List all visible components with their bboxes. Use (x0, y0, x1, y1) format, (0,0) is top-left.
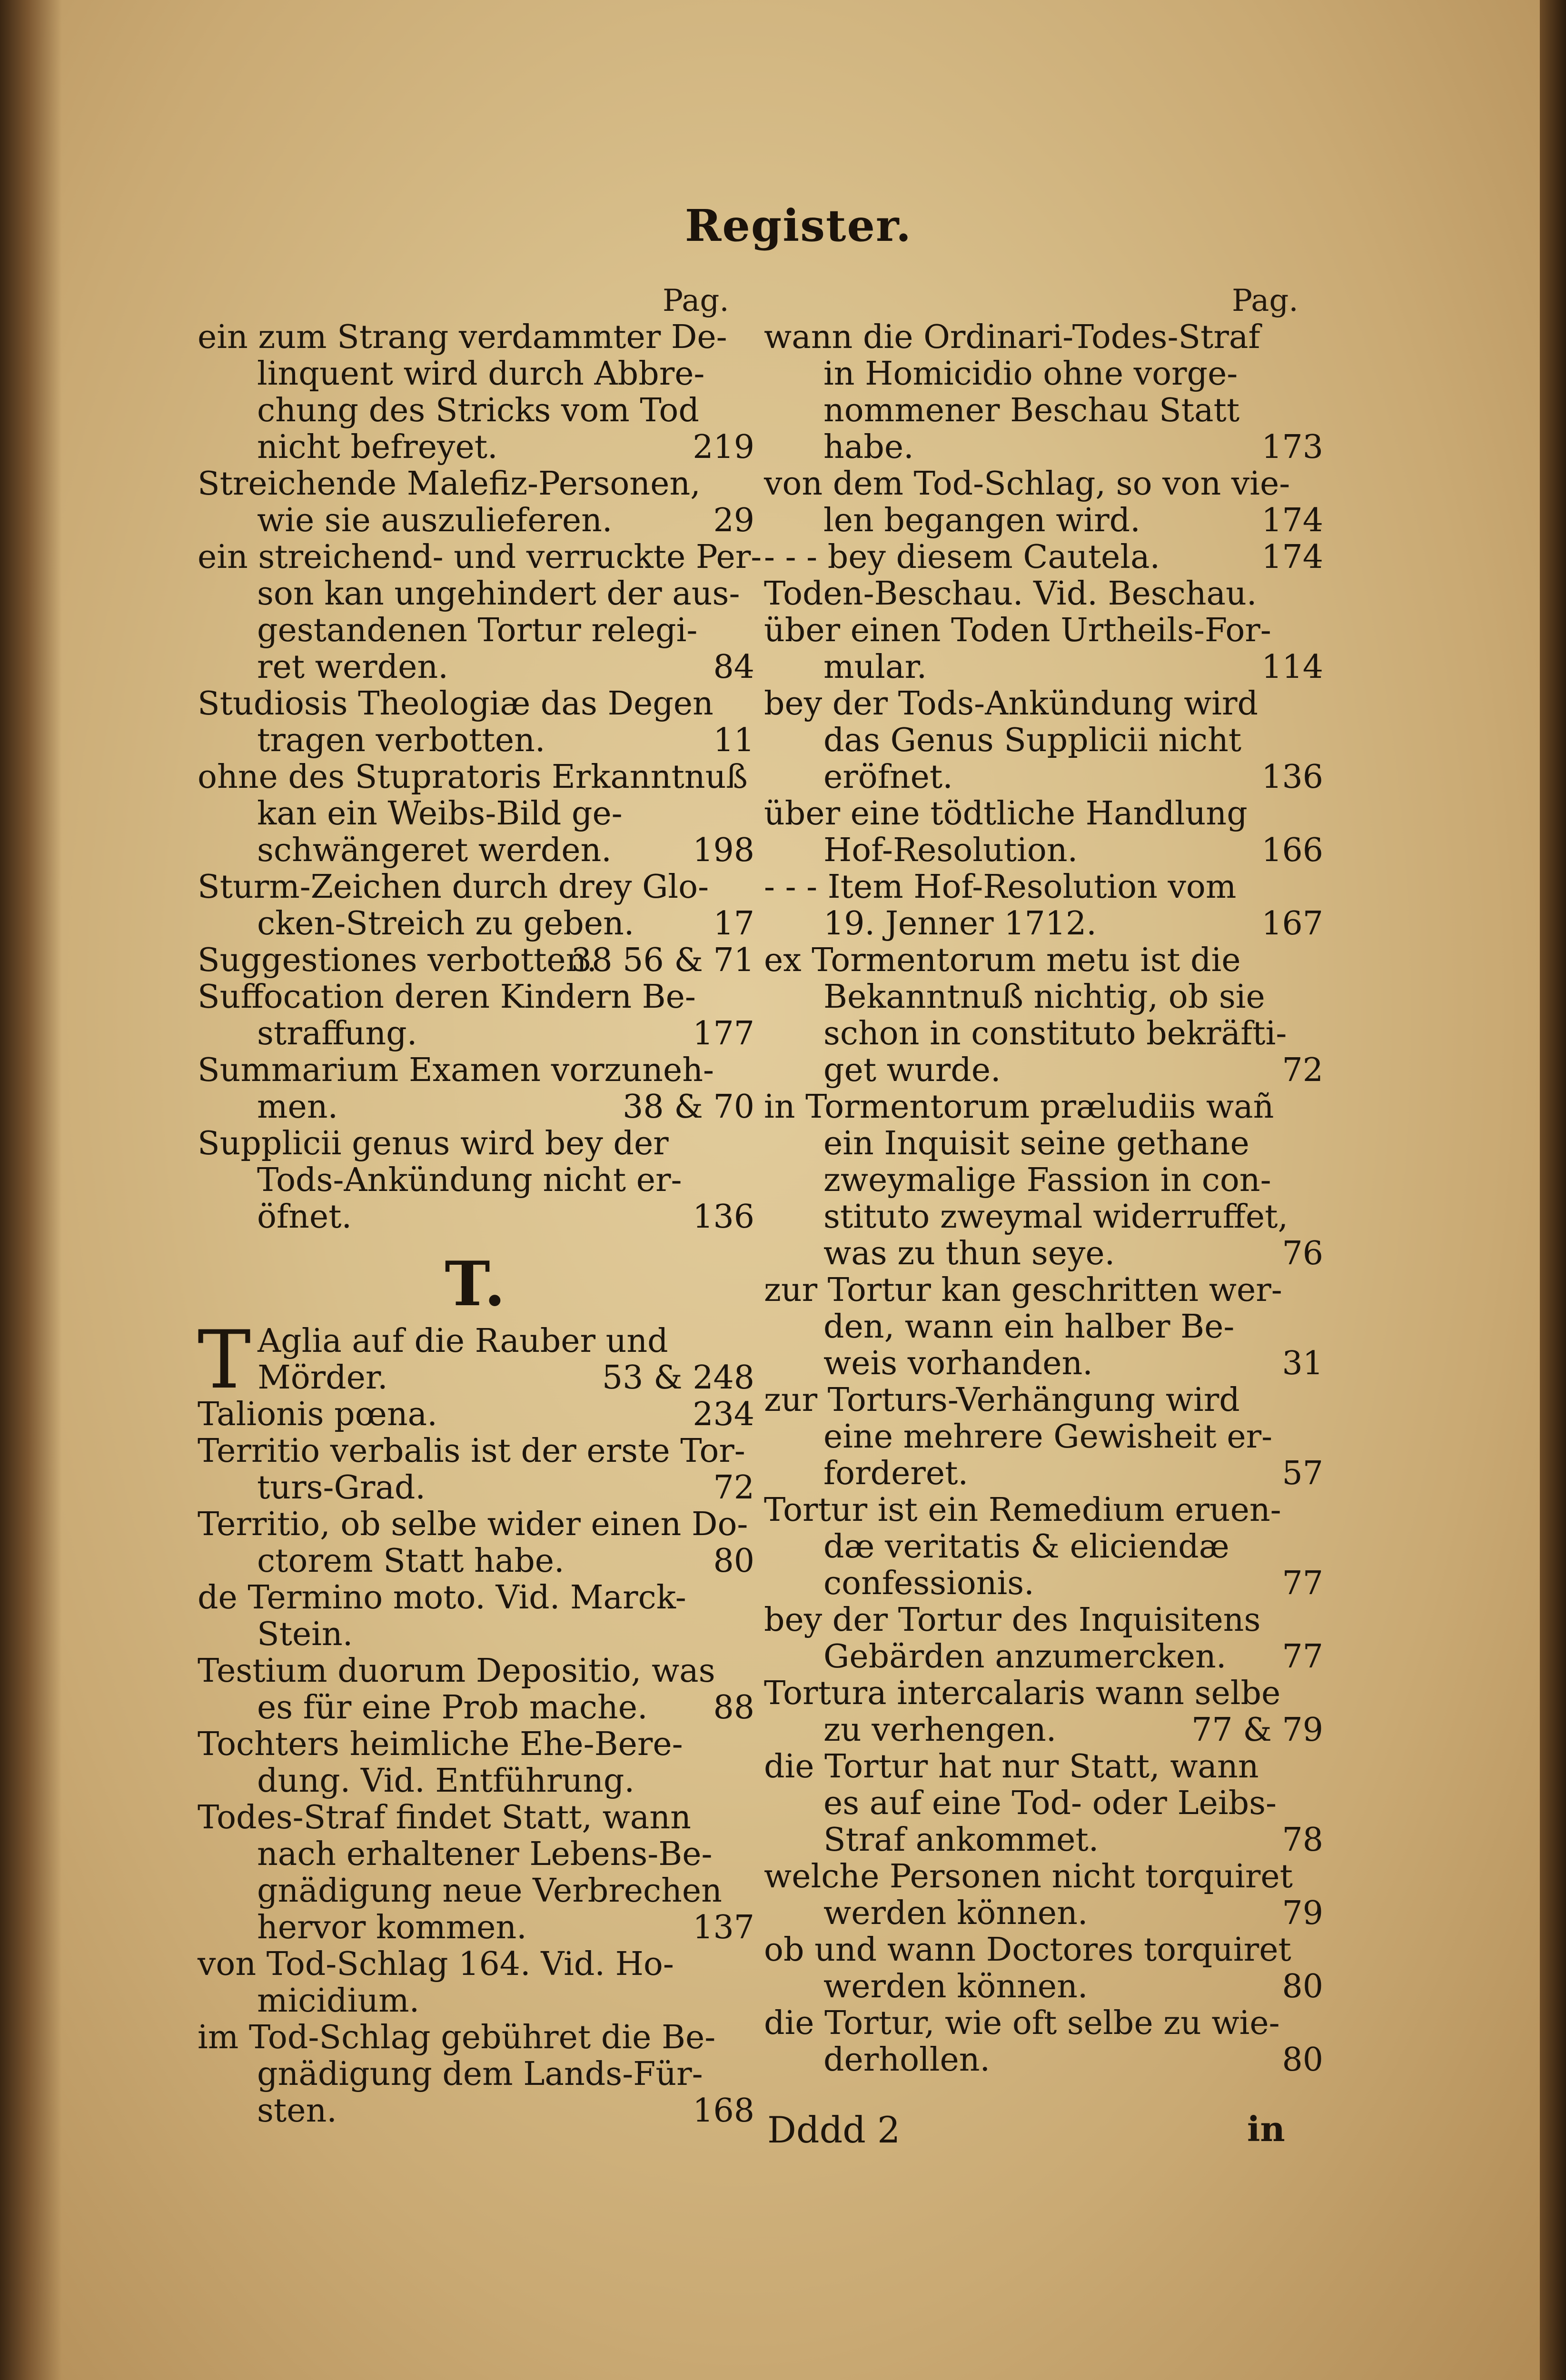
entry-line: ret werden. (257, 648, 448, 686)
index-entry (764, 795, 1323, 869)
entry-line: forderet. (823, 1455, 969, 1492)
signature-mark: Dddd 2 (767, 2109, 901, 2151)
entry-line: turs-Grad. (257, 1469, 426, 1507)
entry-line: Todes-Straf findet Statt, wann (198, 1799, 691, 1836)
entry-line: stituto zweymal widerruffet, (823, 1198, 1288, 1236)
index-entry (764, 1381, 1323, 1492)
page-number: 219 (693, 428, 754, 466)
entry-line: Streichende Malefiz-Personen, (198, 465, 701, 503)
page-number: 114 (1261, 648, 1323, 686)
page-number: 174 (1261, 502, 1323, 539)
page-number: 136 (1261, 758, 1323, 796)
entry-line: zur Torturs-Verhängung wird (764, 1381, 1240, 1419)
entry-line: in Tormentorum præludiis wañ (764, 1088, 1274, 1126)
entry-line: - - - bey diesem Cautela. (764, 538, 1160, 576)
index-entry (198, 1396, 754, 1433)
index-entry (198, 1799, 754, 1946)
entry-line: mular. (823, 648, 927, 686)
index-entry (764, 1088, 1323, 1272)
page-number: 72 (713, 1469, 754, 1507)
entry-line: über eine tödtliche Handlung (764, 795, 1248, 833)
index-entry (764, 538, 1323, 576)
page-number: 166 (1261, 832, 1323, 869)
entry-line: gestandenen Tortur relegi- (257, 612, 698, 649)
entry-line: die Tortur hat nur Statt, wann (764, 1748, 1259, 1785)
entry-line: Suffocation deren Kindern Be- (198, 978, 696, 1016)
entry-line: die Tortur, wie oft selbe zu wie- (764, 2004, 1280, 2042)
page-number: 29 (713, 502, 754, 539)
entry-line: wie sie auszulieferen. (257, 502, 613, 539)
index-entry (764, 318, 1323, 466)
entry-line: eröfnet. (823, 758, 953, 796)
entry-line: Gebärden anzumercken. (823, 1638, 1227, 1676)
index-entry (198, 942, 754, 979)
entry-line: Summarium Examen vorzuneh- (198, 1051, 714, 1089)
entry-line: Straf ankommet. (823, 1821, 1099, 1859)
index-entry (198, 685, 754, 759)
entry-line: micidium. (257, 1982, 420, 2020)
index-entry (764, 1675, 1323, 1749)
entry-line: Territio, ob selbe wider einen Do- (198, 1506, 748, 1543)
page-number: 174 (1261, 538, 1323, 576)
index-entry (198, 319, 754, 466)
page-number: 167 (1261, 905, 1323, 942)
page-number: 78 (1282, 1821, 1323, 1859)
page-number: 88 (713, 1689, 754, 1726)
entry-line: werden können. (823, 1968, 1088, 2005)
entry-line: ein streichend- und verruckte Per- (198, 538, 762, 576)
entry-line: confessionis. (823, 1565, 1034, 1602)
index-entry (764, 465, 1323, 539)
entry-line: den, wann ein halber Be- (823, 1308, 1235, 1346)
entry-line: ein zum Strang verdammter De- (198, 318, 727, 356)
entry-line: eine mehrere Gewisheit er- (823, 1418, 1273, 1456)
index-entry (764, 1271, 1323, 1382)
entry-line: de Termino moto. Vid. Marck- (198, 1579, 686, 1616)
page-number: 177 (693, 1015, 754, 1052)
entry-line: dæ veritatis & eliciendæ (823, 1528, 1229, 1566)
entry-line: Tortur ist ein Remedium eruen- (764, 1491, 1281, 1529)
index-entry (198, 1946, 754, 2019)
index-entry (198, 466, 754, 539)
index-entry (764, 1858, 1323, 1932)
entry-line: gnädigung dem Lands-Für- (257, 2055, 703, 2093)
index-entry (198, 979, 754, 1052)
index-entry (764, 685, 1323, 796)
page-number: 38 56 & 71 (571, 942, 754, 979)
entry-line: kan ein Weibs-Bild ge- (257, 795, 623, 833)
entry-line: von Tod-Schlag 164. Vid. Ho- (198, 1945, 674, 1983)
index-entry (764, 868, 1323, 942)
index-entry (198, 1125, 754, 1235)
pag-label-right: Pag. (1232, 283, 1298, 318)
entry-line: gnädigung neue Verbrechen (257, 1872, 722, 1910)
entry-line: hervor kommen. (257, 1909, 527, 1946)
index-entry (198, 1653, 754, 1726)
index-entry (764, 1601, 1323, 1676)
page-number: 80 (713, 1542, 754, 1580)
entry-line: ctorem Statt habe. (257, 1542, 565, 1580)
entry-line: von dem Tod-Schlag, so von vie- (764, 465, 1290, 503)
page-number: 137 (693, 1909, 754, 1946)
entry-line: Mörder. (258, 1359, 388, 1397)
entry-line: linquent wird durch Abbre- (257, 355, 705, 393)
left-column (198, 318, 762, 2130)
index-entry (764, 1931, 1323, 2005)
entry-line: Stein. (257, 1616, 353, 1653)
entry-line: zur Tortur kan geschritten wer- (764, 1271, 1282, 1309)
entry-line: welche Personen nicht torquiret (764, 1858, 1293, 1895)
page-number: 17 (713, 905, 754, 942)
page-number: 168 (693, 2092, 754, 2130)
index-entry (198, 869, 754, 942)
page-title: Register. (684, 200, 912, 251)
page-number: 57 (1282, 1455, 1323, 1492)
entry-line: tragen verbotten. (257, 722, 545, 759)
page-number: 79 (1282, 1894, 1323, 1932)
left-entry-list-after (198, 1396, 754, 2129)
pag-label-left: Pag. (663, 283, 729, 318)
entry-line: wann die Ordinari-Todes-Straf (764, 318, 1260, 356)
entry-line: habe. (823, 428, 914, 466)
page-gutter (0, 0, 62, 2380)
entry-line: das Genus Supplicii nicht (823, 722, 1242, 759)
entry-line: was zu thun seye. (823, 1235, 1115, 1272)
entry-line: Talionis pœna. (198, 1396, 437, 1433)
entry-line: nach erhaltener Lebens-Be- (257, 1835, 713, 1873)
entry-line: ob und wann Doctores torquiret (764, 1931, 1291, 1969)
entry-line: bey der Tortur des Inquisitens (764, 1601, 1261, 1639)
entry-line: schwängeret werden. (257, 832, 612, 869)
entry-line: ex Tormentorum metu ist die (764, 942, 1241, 979)
index-entry (198, 1052, 754, 1125)
page-number: 53 & 248 (602, 1359, 754, 1397)
entry-line: zweymalige Fassion in con- (823, 1161, 1271, 1199)
entry-line: ein Inquisit seine gethane (823, 1125, 1249, 1162)
entry-line: es auf eine Tod- oder Leibs- (823, 1785, 1277, 1822)
page-number: 77 (1282, 1565, 1323, 1602)
entry-line: Tortura intercalaris wann selbe (764, 1675, 1281, 1712)
entry-line: Territio verbalis ist der erste Tor- (198, 1432, 745, 1470)
page-number: 80 (1282, 2041, 1323, 2079)
entry-line: Toden-Beschau. Vid. Beschau. (764, 575, 1257, 613)
page-number: 136 (693, 1198, 754, 1236)
entry-line: Aglia auf die Rauber und (258, 1322, 668, 1360)
entry-line: in Homicidio ohne vorge- (823, 355, 1238, 393)
index-entry (764, 2004, 1323, 2079)
entry-line: im Tod-Schlag gebühret die Be- (198, 2019, 716, 2056)
index-entry (198, 1433, 754, 1506)
section-heading: T. (445, 1249, 507, 1320)
entry-line: - - - Item Hof-Resolution vom (764, 868, 1237, 906)
entry-line: nommener Beschau Statt (823, 392, 1240, 429)
entry-line: 19. Jenner 1712. (823, 905, 1097, 942)
page-number: 76 (1282, 1235, 1323, 1272)
page-number: 234 (693, 1396, 754, 1433)
entry-line: Bekanntnuß nichtig, ob sie (823, 978, 1265, 1016)
entry-line: über einen Toden Urtheils-For- (764, 612, 1271, 649)
index-entry (198, 2019, 754, 2129)
page-number: 11 (713, 722, 754, 759)
entry-line: Supplicii genus wird bey der (198, 1125, 669, 1162)
entry-line: nicht befreyet. (257, 428, 498, 466)
entry-line: Suggestiones verbotten. (198, 942, 597, 979)
dropcap-entry (198, 1313, 754, 1407)
entry-line: Testium duorum Depositio, was (198, 1652, 715, 1690)
entry-line: weis vorhanden. (823, 1345, 1093, 1382)
entry-line: werden können. (823, 1894, 1088, 1932)
index-entry (764, 1491, 1323, 1602)
entry-line: chung des Stricks vom Tod (257, 392, 699, 429)
index-entry (764, 1748, 1323, 1859)
entry-line: sten. (257, 2092, 337, 2130)
index-entry (198, 759, 754, 869)
entry-line: Studiosis Theologiæ das Degen (198, 685, 714, 723)
page-edge (1540, 0, 1566, 2380)
index-entry (198, 538, 762, 686)
entry-line: Sturm-Zeichen durch drey Glo- (198, 868, 709, 906)
entry-line: men. (257, 1088, 338, 1126)
index-entry (764, 612, 1323, 686)
entry-line: bey der Tods-Ankündung wird (764, 685, 1259, 723)
catchword: in (1247, 2109, 1285, 2149)
page-number: 173 (1261, 428, 1323, 466)
page-number: 72 (1282, 1051, 1323, 1089)
entry-line: es für eine Prob mache. (257, 1689, 648, 1726)
entry-line: cken-Streich zu geben. (257, 905, 634, 942)
entry-line: schon in constituto bekräfti- (823, 1015, 1287, 1052)
page-number: 38 & 70 (623, 1088, 754, 1126)
entry-line: straffung. (257, 1015, 417, 1052)
entry-line: ohne des Stupratoris Erkanntnuß (198, 758, 748, 796)
page-number: 77 & 79 (1191, 1711, 1323, 1749)
page-number: 84 (713, 648, 754, 686)
page-number: 31 (1282, 1345, 1323, 1382)
index-entry (764, 942, 1323, 1089)
index-entry (198, 1506, 754, 1579)
index-entry (198, 1726, 754, 1799)
entry-line: get wurde. (823, 1051, 1001, 1089)
entry-line: Hof-Resolution. (823, 832, 1078, 869)
entry-line: len begangen wird. (823, 502, 1140, 539)
left-entry-list (198, 318, 762, 1236)
entry-line: Tods-Ankündung nicht er- (257, 1161, 682, 1199)
entry-line: öfnet. (257, 1198, 352, 1236)
right-column (764, 318, 1323, 2079)
entry-line: Tochters heimliche Ehe-Bere- (198, 1726, 683, 1763)
entry-line: son kan ungehindert der aus- (257, 575, 740, 613)
entry-line: derhollen. (823, 2041, 991, 2079)
page-number: 80 (1282, 1968, 1323, 2005)
dropcap-letter: T (198, 1313, 251, 1407)
entry-line: zu verhengen. (823, 1711, 1057, 1749)
entry-line: dung. Vid. Entführung. (257, 1762, 635, 1800)
page-number: 77 (1282, 1638, 1323, 1676)
index-entry (764, 575, 1304, 612)
index-entry (198, 1579, 754, 1653)
page-number: 198 (693, 832, 754, 869)
right-entry-list (764, 318, 1323, 2079)
